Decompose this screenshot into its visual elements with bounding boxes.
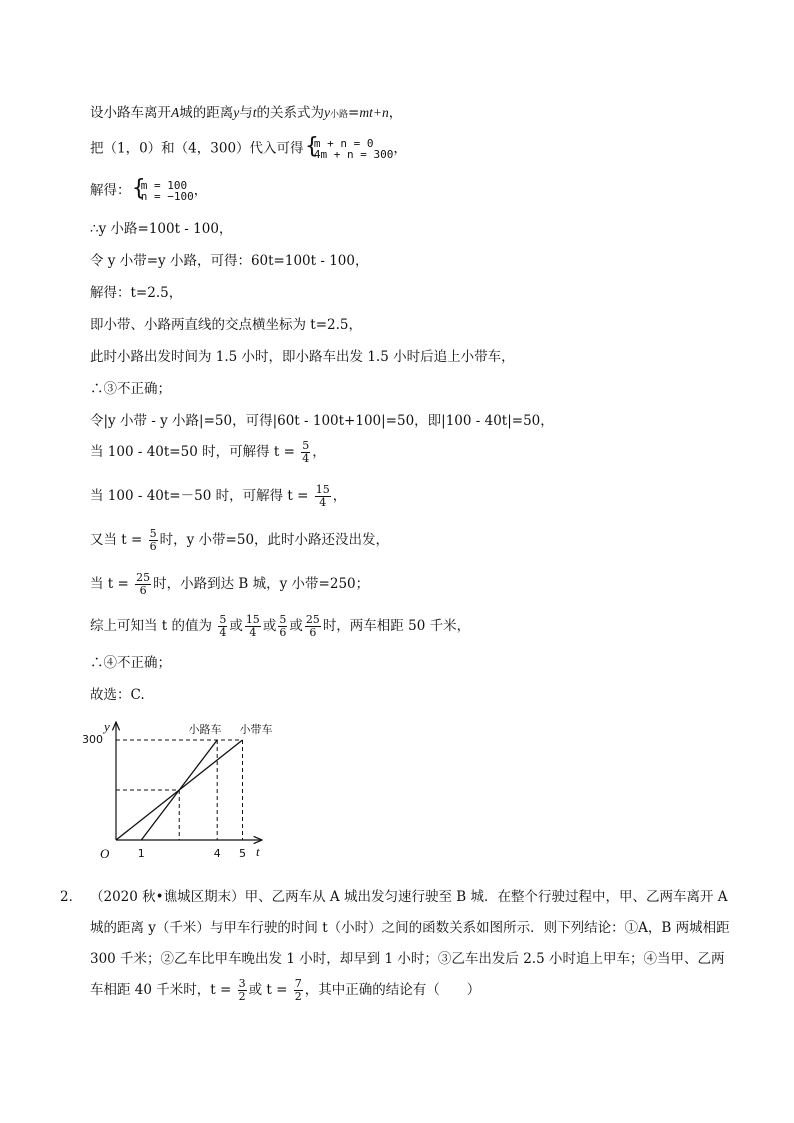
y-axis-label: y bbox=[104, 719, 110, 734]
solution-line-14: 当 t = $\frac{25}{6}$ 时，小路到达 B 城，y 小带=250； bbox=[90, 571, 370, 597]
equation-system-2: { m = 100 n = −100 bbox=[135, 180, 194, 202]
x-tick-label: 4 bbox=[213, 847, 221, 860]
solution-line-5: 令 y 小带=y 小路，可得：60t=100t - 100， bbox=[90, 253, 369, 269]
equation-system-1: { m + n = 0 4m + n = 300 bbox=[308, 138, 393, 160]
solution-line-15: 综上可知当 t 的值为 $\frac{5}{4}$ 或 $\frac{15}{4}$ 或 $\frac{5}{6}$ 或 $\frac{25}{6}$ 时，两车相距 50 千米， bbox=[90, 613, 471, 639]
fraction: $\frac{5}{4}$ bbox=[302, 439, 310, 465]
question-text: （2020 秋•谯城区期末）甲、乙两车从 A 城出发匀速行驶至 B 城．在整个行驶过程中，甲、乙两车离开 A 城的距离 y（千米）与甲车行驶的时间 t（小时）之间的函数关系如图所示．则下列结论：①A，B 两城相距 300 千米；②乙车比甲车晚出发 1 小时，却早到 1 小时；③乙车出发后 2.5 小时追上甲车；④当甲、乙两车相距 40 千米时，t = $\frac{3}{2}$ 或 t = $\frac{7}{2}$ ，其中正确的结论有（ ） bbox=[90, 889, 730, 1003]
solution-line-2: 把（1，0）和（4，300）代入可得 { m + n = 0 4m + n = 300 ， bbox=[90, 138, 407, 160]
origin-label: O bbox=[100, 846, 110, 861]
fraction: $\frac{5}{6}$ bbox=[279, 613, 287, 639]
solution-line-3: 解得： { m = 100 n = −100 ， bbox=[90, 180, 207, 202]
solution-line-11: 当 100 - 40t=50 时，可解得 t = $\frac{5}{4}$ ， bbox=[90, 439, 326, 465]
solution-line-6: 解得：t=2.5， bbox=[90, 285, 183, 301]
solution-line-4: ∴y 小路=100t - 100， bbox=[90, 221, 233, 237]
fraction: $\frac{7}{2}$ bbox=[294, 977, 302, 1003]
solution-line-13: 又当 t = $\frac{5}{6}$ 时，y 小带=50，此时小路还没出发， bbox=[90, 527, 390, 553]
x-tick-label: 1 bbox=[137, 847, 145, 860]
solution-line-1: 设小路车离开A城的距离y与t的关系式为y小路=mt+n， bbox=[90, 105, 403, 121]
question-number: 2． bbox=[60, 889, 83, 905]
fraction: $\frac{5}{4}$ bbox=[219, 613, 227, 639]
fraction: $\frac{3}{2}$ bbox=[238, 977, 246, 1003]
solution-line-12: 当 100 - 40t=－50 时，可解得 t = $\frac{15}{4}$ ， bbox=[90, 483, 347, 509]
series-line-1 bbox=[141, 740, 217, 840]
fraction: $\frac{15}{4}$ bbox=[315, 483, 330, 509]
x-axis-label: t bbox=[256, 844, 260, 859]
solution-line-9: ∴③不正确； bbox=[90, 381, 171, 397]
fraction: $\frac{15}{4}$ bbox=[245, 613, 260, 639]
fraction: $\frac{5}{6}$ bbox=[149, 527, 157, 553]
solution-line-7: 即小带、小路两直线的交点横坐标为 t=2.5， bbox=[90, 317, 362, 333]
solution-line-10: 令|y 小带 - y 小路|=50，可得|60t - 100t+100|=50，即|100 - 40t|=50， bbox=[90, 413, 554, 429]
fraction: $\frac{25}{6}$ bbox=[305, 613, 320, 639]
solution-line-17: 故选：C. bbox=[90, 687, 145, 703]
legend-label-belt-car: 小带车 bbox=[239, 723, 273, 736]
solution-line-8: 此时小路出发时间为 1.5 小时，即小路车出发 1.5 小时后追上小带车， bbox=[90, 349, 515, 365]
y-tick-label: 300 bbox=[82, 733, 103, 746]
legend-label-road-car: 小路车 bbox=[188, 723, 222, 736]
x-tick-label: 5 bbox=[239, 847, 246, 860]
series-line-2 bbox=[116, 740, 243, 840]
fraction: $\frac{25}{6}$ bbox=[136, 571, 151, 597]
solution-line-16: ∴④不正确； bbox=[90, 655, 171, 671]
